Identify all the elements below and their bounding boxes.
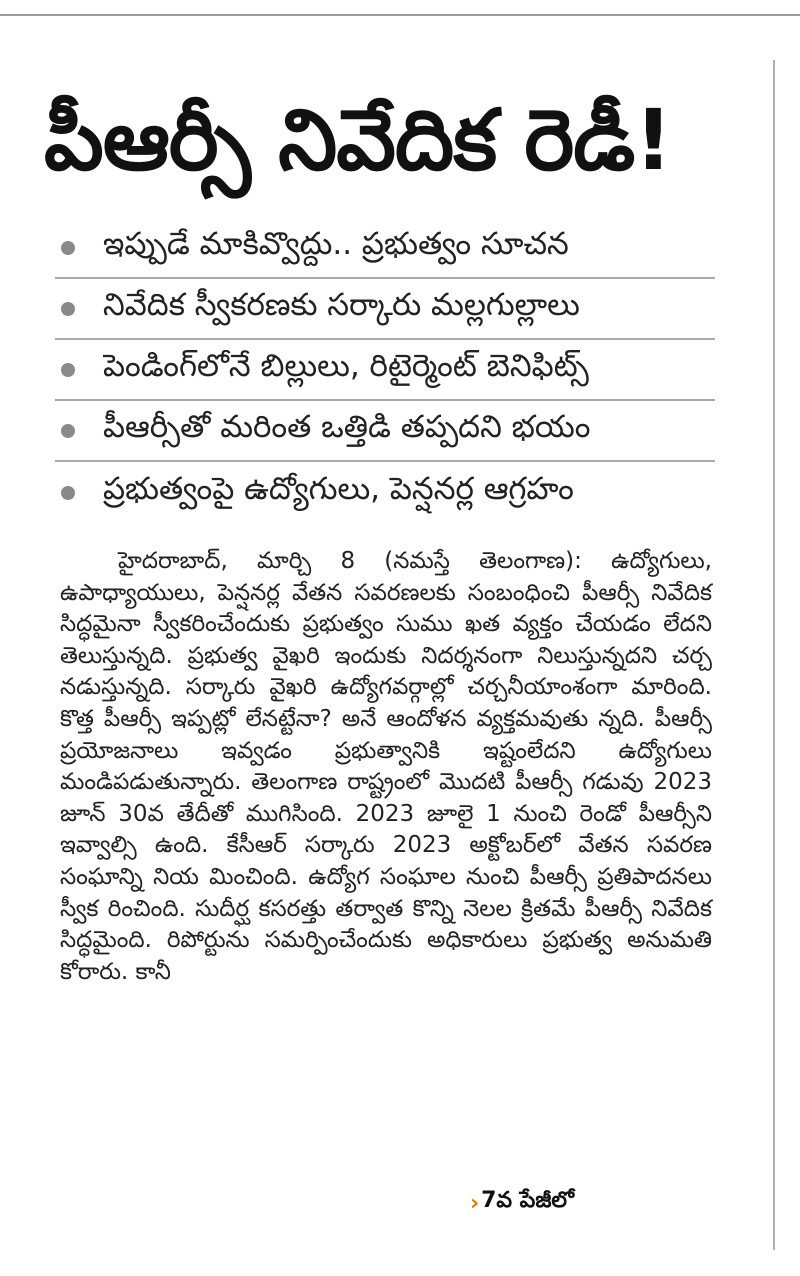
bullet-text: ఇప్పుడే మాకివ్వొద్దు.. ప్రభుత్వం సూచన bbox=[103, 226, 569, 262]
bullet-dot-icon bbox=[61, 486, 75, 500]
article-body: హైదరాబాద్, మార్చి 8 (నమస్తే తెలంగాణ): ఉద్యోగులు, ఉపాధ్యాయులు, పెన్షనర్ల వేతన సవరణలకు సంబంధించి పీఆర్సీ నివేదిక సిద్ధమైనా స్వీకరించేందుకు ప్రభుత్వం సుము ఖత వ్యక్తం చేయడం లేదని తెలుస్తున్నది. ప్రభుత్వ వైఖరి ఇందుకు నిదర్శనంగా నిలుస్తున్నదని చర్చ నడుస్తున్నది. సర్కారు వైఖరి ఉద్యోగవర్గాల్లో చర్చనీయాంశంగా మారింది. కొత్త పీఆర్సీ ఇప్పట్లో లేనట్టేనా? అనే ఆందోళన వ్యక్తమవుతు న్నది. పీఆర్సీ ప్రయోజనాలు ఇవ్వడం ప్రభుత్వానికి ఇష్టంలేదని ఉద్యోగులు మండిపడుతున్నారు. తెలంగాణ రాష్ట్రంలో మొదటి పీఆర్సీ గడువు 2023 జూన్ 30వ తేదీతో ముగిసింది. 2023 జూలై 1 నుంచి రెండో పీఆర్సీని ఇవ్వాల్సి ఉంది. కేసీఆర్ సర్కారు 2023 అక్టోబర్‌లో వేతన సవరణ సంఘాన్ని నియ మించింది. ఉద్యోగ సంఘాల నుంచి పీఆర్సీ ప్రతిపాదనలు స్వీక రించింది. సుదీర్ఘ కసరత్తు తర్వాత కొన్ని నెలల క్రితమే పీఆర్సీ నివేదిక సిద్ధమైంది. రిపోర్టును సమర్పించేందుకు అధికారులు ప్రభుత్వ అనుమతి కోరారు. కానీ bbox=[60, 548, 712, 985]
top-rule bbox=[0, 14, 800, 16]
chevron-right-icon: › bbox=[470, 1190, 480, 1216]
bullet-item bbox=[55, 218, 715, 279]
bullet-text: నివేదిక స్వీకరణకు సర్కారు మల్లగుల్లాలు bbox=[103, 287, 580, 323]
bullet-dot-icon bbox=[61, 363, 75, 377]
headline: పీఆర్సీ నివేదిక రెడీ! bbox=[44, 91, 672, 189]
continuation-marker bbox=[470, 1188, 574, 1218]
bullet-item bbox=[55, 340, 715, 401]
bullet-item bbox=[55, 401, 715, 462]
bullet-text: పెండింగ్‌లోనే బిల్లులు, రిటైర్మెంట్ బెనిఫిట్స్ bbox=[103, 348, 589, 384]
bullet-text: పీఆర్సీతో మరింత ఒత్తిడి తప్పదని భయం bbox=[103, 409, 591, 445]
bullet-text: ప్రభుత్వంపై ఉద్యోగులు, పెన్షనర్ల ఆగ్రహం bbox=[103, 471, 574, 507]
bullet-item bbox=[55, 462, 715, 523]
bullet-dot-icon bbox=[61, 424, 75, 438]
bullet-item bbox=[55, 279, 715, 340]
column-divider bbox=[773, 60, 775, 1250]
bullet-dot-icon bbox=[61, 241, 75, 255]
highlight-bullets bbox=[55, 218, 715, 523]
continuation-label: 7వ పేజీలో bbox=[481, 1188, 575, 1213]
bullet-dot-icon bbox=[61, 302, 75, 316]
